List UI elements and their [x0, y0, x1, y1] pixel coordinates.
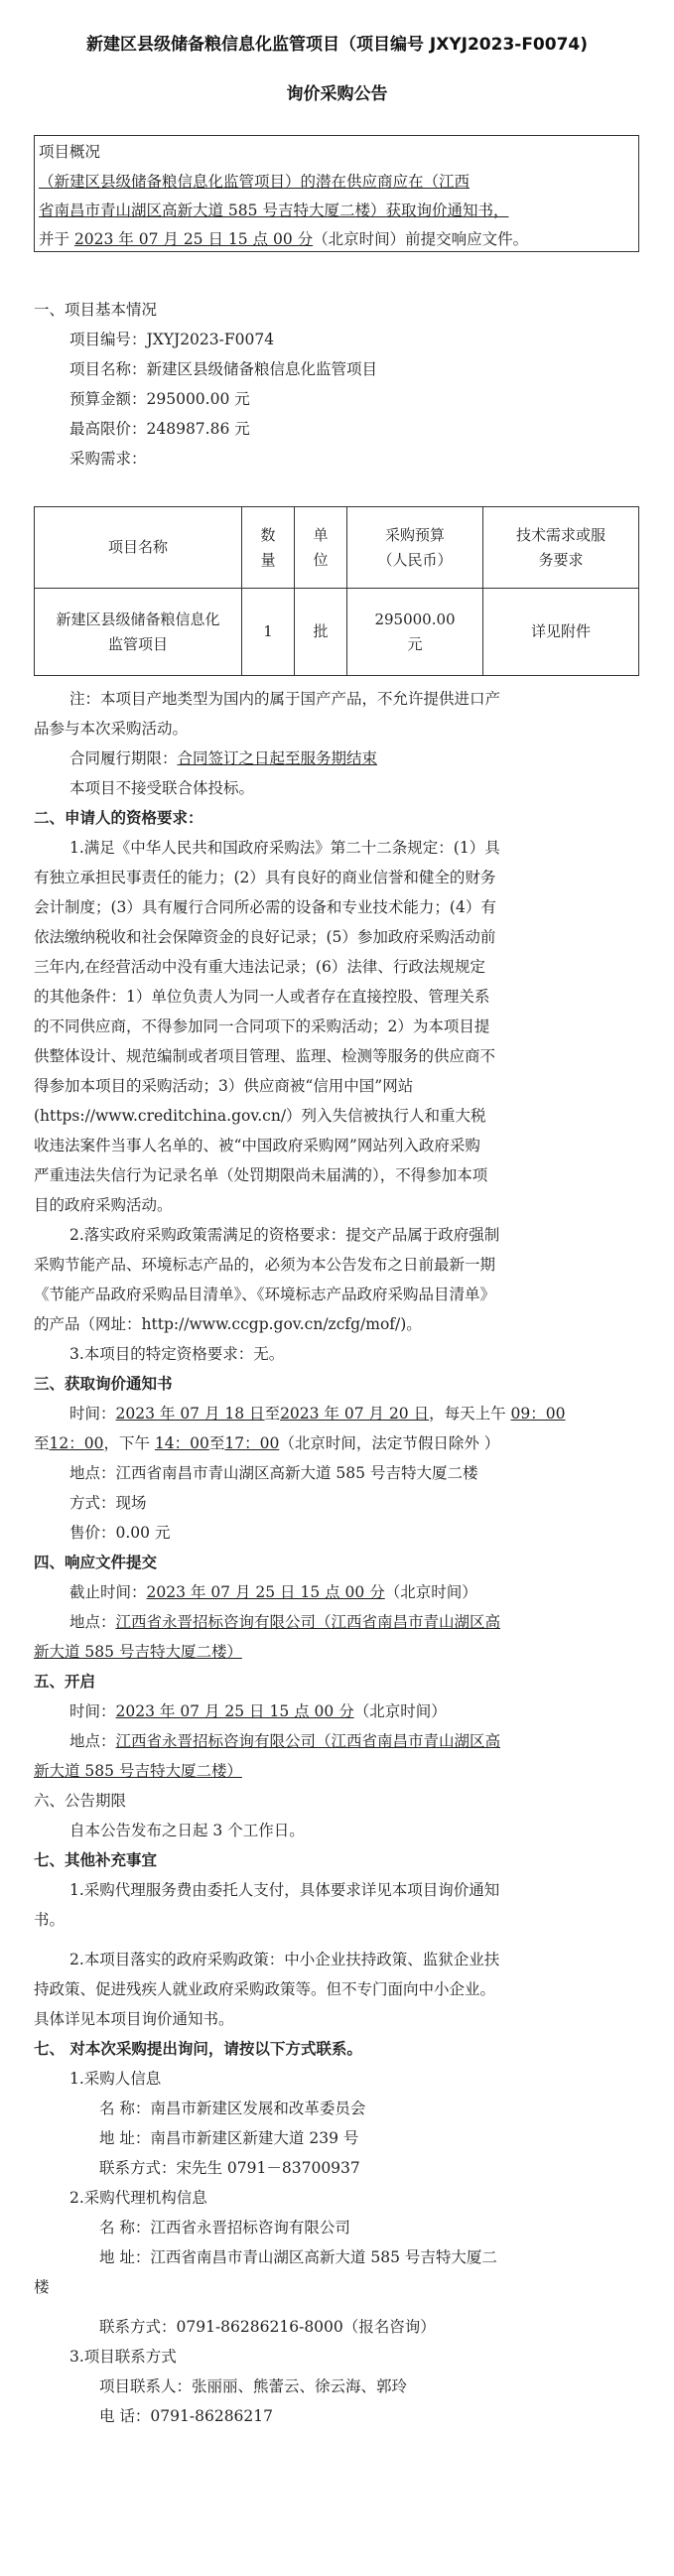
cell-name: 新建区县级储备粮信息化 监管项目 — [35, 589, 242, 676]
qualification-line: 有独立承担民事责任的能力；(2）具有良好的商业信誉和健全的财务 — [34, 869, 496, 886]
section-heading: 四、响应文件提交 — [34, 1554, 158, 1571]
section-heading: 三、获取询价通知书 — [34, 1375, 173, 1393]
qualification-line: 采购节能产品、环境标志产品的，必须为本公告发布之日前最新一期 — [34, 1256, 496, 1274]
qualification-line: 2.落实政府采购政策需满足的资格要求：提交产品属于政府强制 — [69, 1226, 500, 1244]
table-row — [35, 589, 639, 676]
project-contact-people: 项目联系人：张丽丽、熊蕾云、徐云海、郭玲 — [99, 2377, 408, 2395]
qualification-line: 得参加本项目的采购活动；3）供应商被“信用中国”网站 — [34, 1077, 414, 1095]
agency-heading: 2.采购代理机构信息 — [69, 2189, 207, 2207]
qualification-line: 3.本项目的特定资格要求：无。 — [69, 1345, 285, 1363]
section-heading: 七、 对本次采购提出询问，请按以下方式联系。 — [34, 2040, 362, 2058]
submit-deadline: 截止时间：2023 年 07 月 25 日 15 点 00 分（北京时间） — [69, 1583, 477, 1601]
procurement-table — [34, 506, 639, 676]
overview-heading: 项目概况 — [39, 143, 101, 161]
acquire-place: 地点：江西省南昌市青山湖区高新大道 585 号吉特大厦二楼 — [69, 1464, 478, 1482]
purchaser-name: 名 称：南昌市新建区发展和改革委员会 — [99, 2100, 366, 2117]
col-header-budget: 采购预算 （人民币） — [347, 507, 483, 589]
supplement-line: 具体详见本项目询价通知书。 — [34, 2010, 234, 2028]
consortium-note: 本项目不接受联合体投标。 — [69, 779, 255, 797]
qualification-line: 的产品（网址：http://www.ccgp.gov.cn/zcfg/mof/)。 — [34, 1315, 422, 1333]
qualification-line: 目的政府采购活动。 — [34, 1196, 173, 1214]
qualification-line: 依法缴纳税收和社会保障资金的良好记录；(5）参加政府采购活动前 — [34, 928, 496, 946]
qualification-line: 《节能产品政府采购品目清单》、《环境标志产品政府采购品目清单》 — [34, 1286, 496, 1303]
overview-deadline: 2023 年 07 月 25 日 15 点 00 分 — [73, 230, 314, 248]
overview-line: （新建区县级储备粮信息化监管项目）的潜在供应商应在（江西 — [39, 173, 471, 191]
notice-period: 自本公告发布之日起 3 个工作日。 — [69, 1822, 305, 1839]
acquire-time: 时间：2023 年 07 月 18 日至2023 年 07 月 20 日，每天上午 09：00 — [69, 1405, 566, 1423]
cell-unit: 批 — [295, 589, 347, 676]
origin-note: 品参与本次采购活动。 — [34, 720, 189, 738]
origin-note: 注：本项目产地类型为国内的属于国产产品，不允许提供进口产 — [69, 690, 501, 708]
overview-line: 并于 2023 年 07 月 25 日 15 点 00 分（北京时间）前提交响应文件。 — [39, 230, 529, 248]
supplement-line: 书。 — [34, 1911, 66, 1929]
agency-contact: 联系方式：0791-86286216-8000（报名咨询） — [99, 2318, 436, 2336]
qualification-line: 收违法案件当事人名单的、被“中国政府采购网”网站列入政府采购 — [34, 1137, 480, 1154]
demand-label: 采购需求： — [69, 450, 147, 468]
col-header-qty: 数 量 — [242, 507, 295, 589]
supplement-line: 持政策、促进残疾人就业政府采购政策等。但不专门面向中小企业。 — [34, 1980, 496, 1998]
section-heading: 二、申请人的资格要求： — [34, 809, 203, 827]
qualification-line: 供整体设计、规范编制或者项目管理、监理、检测等服务的供应商不 — [34, 1047, 496, 1065]
purchaser-heading: 1.采购人信息 — [69, 2070, 162, 2088]
agency-address: 楼 — [34, 2278, 50, 2296]
acquire-method: 方式：现场 — [69, 1494, 147, 1512]
opening-place: 新大道 585 号吉特大厦二楼） — [34, 1762, 242, 1780]
cell-qty: 1 — [242, 589, 295, 676]
max-price: 最高限价：248987.86 元 — [69, 420, 250, 438]
page-subtitle: 询价采购公告 — [286, 84, 388, 104]
opening-place: 地点：江西省永晋招标咨询有限公司（江西省南昌市青山湖区高 — [69, 1732, 501, 1750]
opening-time: 时间：2023 年 07 月 25 日 15 点 00 分（北京时间） — [69, 1702, 447, 1720]
qualification-line: 严重违法失信行为记录名单（处罚期限尚未届满的），不得参加本项 — [34, 1166, 488, 1184]
acquire-time: 至12：00，下午 14：00至17：00（北京时间，法定节假日除外 ） — [34, 1434, 500, 1452]
qualification-line: 的不同供应商，不得参加同一合同项下的采购活动；2）为本项目提 — [34, 1017, 490, 1035]
supplement-line: 1.采购代理服务费由委托人支付，具体要求详见本项目询价通知 — [69, 1881, 500, 1899]
qualification-line: (https://www.creditchina.gov.cn/）列入失信被执行人和重大税 — [34, 1107, 486, 1125]
contract-period: 合同履行期限：合同签订之日起至服务期结束 — [69, 749, 378, 767]
qualification-line: 1.满足《中华人民共和国政府采购法》第二十二条规定：(1）具 — [69, 839, 500, 857]
col-header-tech: 技术需求或服 务要求 — [483, 507, 639, 589]
submit-place: 地点：江西省永晋招标咨询有限公司（江西省南昌市青山湖区高 — [69, 1613, 501, 1631]
budget-amount: 预算金额：295000.00 元 — [69, 390, 250, 408]
project-contact-heading: 3.项目联系方式 — [69, 2348, 177, 2366]
page-title: 新建区县级储备粮信息化监管项目（项目编号 JXYJ2023-F0074) — [85, 35, 589, 55]
qualification-line: 会计制度；(3）具有履行合同所必需的设备和专业技术能力；(4）有 — [34, 898, 496, 916]
qualification-line: 三年内,在经营活动中没有重大违法记录；(6）法律、行政法规规定 — [34, 958, 485, 976]
agency-name: 名 称：江西省永晋招标咨询有限公司 — [99, 2219, 350, 2237]
overview-line: 省南昌市青山湖区高新大道 585 号吉特大厦二楼）获取询价通知书， — [39, 202, 509, 219]
overview-box — [34, 135, 639, 252]
project-name: 项目名称：新建区县级储备粮信息化监管项目 — [69, 360, 378, 378]
project-number: 项目编号：JXYJ2023-F0074 — [69, 331, 275, 348]
purchaser-contact: 联系方式：宋先生 0791－83700937 — [99, 2159, 360, 2177]
qualification-line: 的其他条件：1）单位负责人为同一人或者存在直接控股、管理关系 — [34, 988, 490, 1006]
section-heading: 五、开启 — [34, 1673, 96, 1691]
submit-place: 新大道 585 号吉特大厦二楼） — [34, 1643, 242, 1661]
cell-budget: 295000.00 元 — [347, 589, 483, 676]
section-heading: 一、项目基本情况 — [34, 301, 158, 319]
section-heading: 七、其他补充事宜 — [34, 1851, 158, 1869]
section-heading: 六、公告期限 — [34, 1792, 127, 1810]
agency-address: 地 址：江西省南昌市青山湖区高新大道 585 号吉特大厦二 — [99, 2248, 497, 2266]
purchaser-address: 地 址：南昌市新建区新建大道 239 号 — [99, 2129, 359, 2147]
supplement-line: 2.本项目落实的政府采购政策：中小企业扶持政策、监狱企业扶 — [69, 1951, 500, 1968]
col-header-name: 项目名称 — [35, 507, 242, 589]
project-contact-phone: 电 话：0791-86286217 — [99, 2407, 274, 2425]
col-header-unit: 单 位 — [295, 507, 347, 589]
cell-tech: 详见附件 — [483, 589, 639, 676]
table-header-row — [35, 507, 639, 589]
acquire-price: 售价：0.00 元 — [69, 1524, 171, 1542]
